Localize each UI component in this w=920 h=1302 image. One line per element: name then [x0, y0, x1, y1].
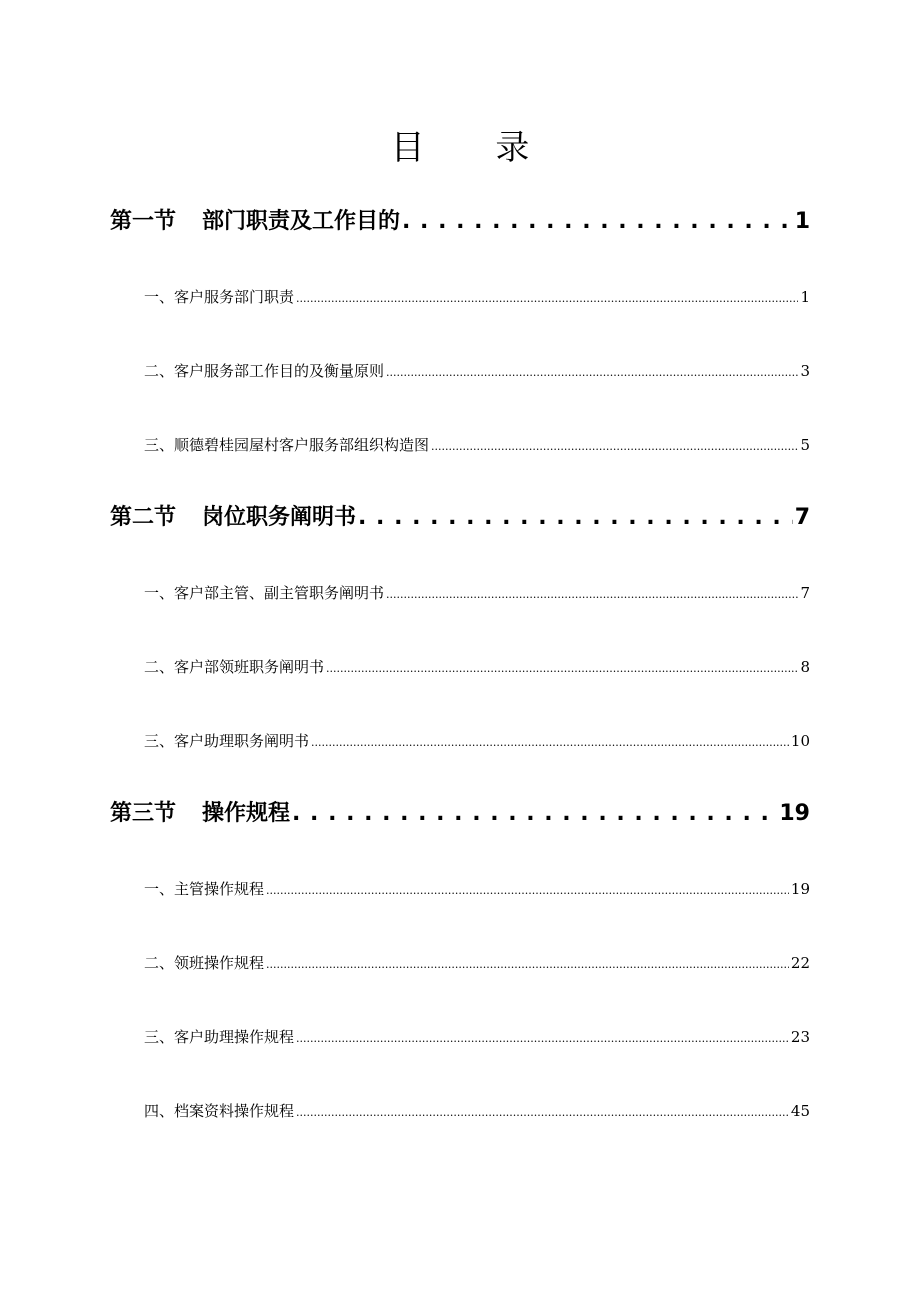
dot-leader [358, 505, 793, 530]
toc-page-number: 19 [779, 801, 810, 826]
toc-item-title: 三、顺德碧桂园屋村客户服务部组织构造图 [144, 436, 430, 454]
toc-section-number: 第二节 [110, 505, 177, 530]
toc-item[interactable] [110, 1004, 810, 1078]
dot-leader [311, 732, 789, 750]
toc-page-number: 1 [794, 209, 810, 234]
toc-item-title: 二、客户服务部工作目的及衡量原则 [144, 362, 385, 380]
toc-item-title: 二、客户部领班职务阐明书 [144, 658, 325, 676]
toc-page-number: 3 [800, 362, 810, 380]
toc-page-number: 19 [790, 880, 810, 898]
page-title: 目 录 [390, 128, 560, 168]
toc-item[interactable] [110, 708, 810, 782]
toc-item-title: 二、领班操作规程 [144, 954, 265, 972]
dot-leader [386, 584, 798, 602]
toc-page-number: 5 [800, 436, 810, 454]
toc-item[interactable] [110, 560, 810, 634]
toc-item[interactable] [110, 634, 810, 708]
toc-item[interactable] [110, 856, 810, 930]
toc-section-title: 部门职责及工作目的 [202, 209, 401, 234]
dot-leader [431, 436, 798, 454]
table-of-contents [110, 190, 810, 1152]
toc-page-number: 22 [790, 954, 810, 972]
dot-leader [266, 954, 789, 972]
toc-item-title: 三、客户助理操作规程 [144, 1028, 295, 1046]
toc-page-number: 10 [790, 732, 810, 750]
dot-leader [296, 1102, 789, 1120]
toc-item-title: 四、档案资料操作规程 [144, 1102, 295, 1120]
dot-leader [292, 801, 777, 826]
dot-leader [386, 362, 798, 380]
toc-item-title: 一、主管操作规程 [144, 880, 265, 898]
dot-leader [296, 288, 798, 306]
dot-leader [402, 209, 793, 234]
toc-page-number: 8 [800, 658, 810, 676]
toc-item[interactable] [110, 412, 810, 486]
toc-page-number: 45 [790, 1102, 810, 1120]
toc-item-title: 三、客户助理职务阐明书 [144, 732, 310, 750]
toc-item[interactable] [110, 264, 810, 338]
dot-leader [296, 1028, 789, 1046]
toc-section-number: 第一节 [110, 209, 177, 234]
toc-item[interactable] [110, 338, 810, 412]
toc-section-title: 操作规程 [202, 801, 291, 826]
toc-page-number: 7 [794, 505, 810, 530]
toc-section-1[interactable] [110, 190, 810, 264]
toc-page-number: 7 [800, 584, 810, 602]
toc-section-3[interactable] [110, 782, 810, 856]
toc-item[interactable] [110, 930, 810, 1004]
toc-item-title: 一、客户部主管、副主管职务阐明书 [144, 584, 385, 602]
toc-item-title: 一、客户服务部门职责 [144, 288, 295, 306]
toc-page-number: 1 [800, 288, 810, 306]
toc-page-number: 23 [790, 1028, 810, 1046]
toc-section-title: 岗位职务阐明书 [202, 505, 357, 530]
dot-leader [266, 880, 789, 898]
dot-leader [326, 658, 798, 676]
toc-section-2[interactable] [110, 486, 810, 560]
toc-item[interactable] [110, 1078, 810, 1152]
toc-section-number: 第三节 [110, 801, 177, 826]
